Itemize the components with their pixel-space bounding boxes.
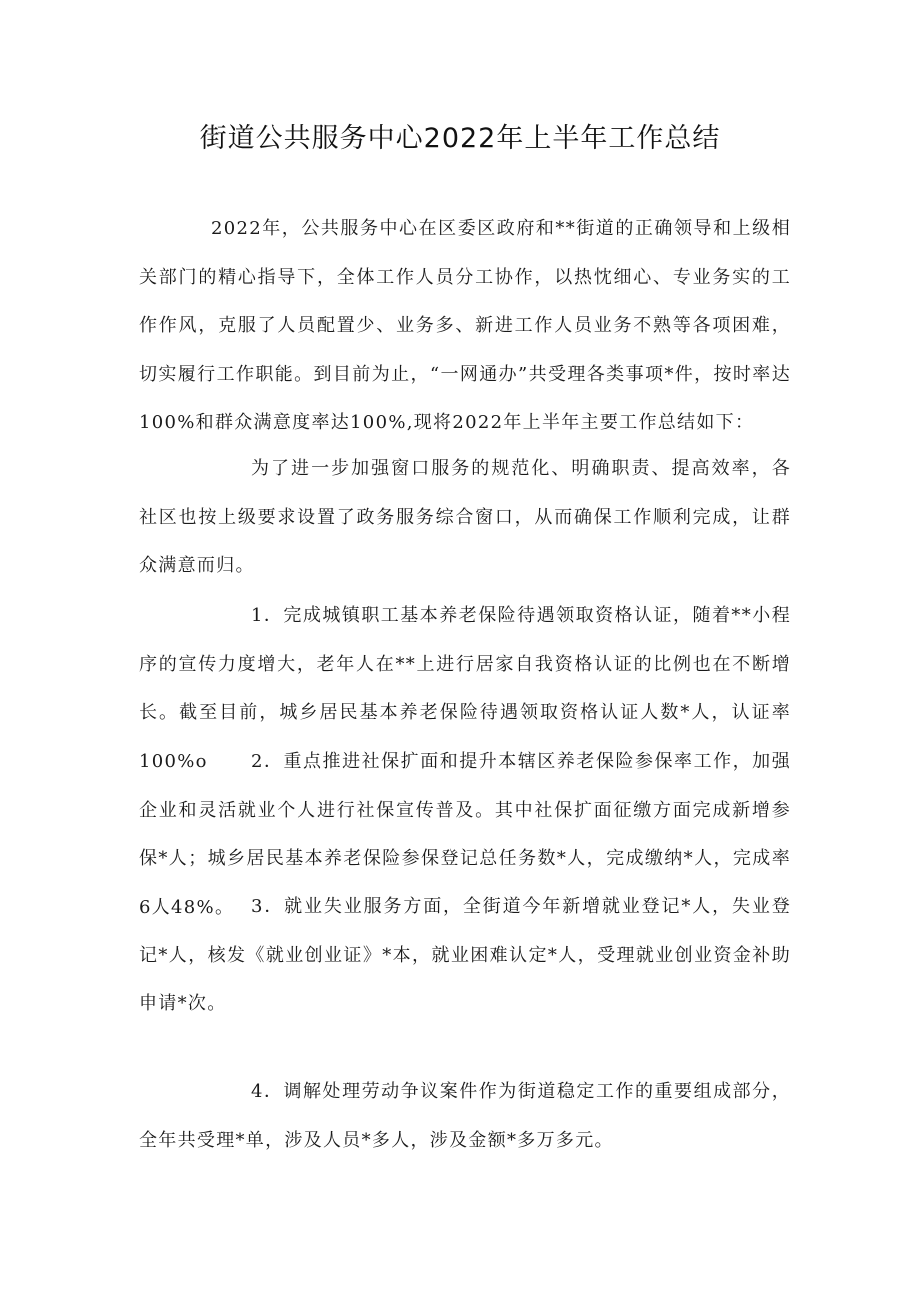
document-title: 街道公共服务中心2022年上半年工作总结 [199, 123, 721, 154]
paragraph-window-service: 为了进一步加强窗口服务的规范化、明确职责、提高效率，各社区也按上级要求设置了政务服务综合窗口，从而确保工作顺利完成，让群众满意而归。 [139, 458, 791, 577]
paragraph-item-2: 2．重点推进社保扩面和提升本辖区养老保险参保率工作，加强企业和灵活就业个人进行社保宣传普及。其中社保扩面征缴方面完成新增参保*人；城乡居民基本养老保险参保登记总任务数*人，完成缴纳*人，完成率6人48%。 [139, 751, 791, 918]
paragraph-item-4: 4．调解处理劳动争议案件作为街道稳定工作的重要组成部分，全年共受理*单，涉及人员*多人，涉及金额*多万多元。 [139, 1081, 791, 1151]
paragraph-item-3: 3．就业失业服务方面，全街道今年新增就业登记*人，失业登记*人，核发《就业创业证》*本，就业困难认定*人，受理就业创业资金补助申请*次。 [139, 896, 791, 1015]
paragraph-item-1: 1．完成城镇职工基本养老保险待遇领取资格认证，随着**小程序的宣传力度增大，老年人在**上进行居家自我资格认证的比例也在不断增长。截至目前，城乡居民基本养老保险待遇领取资格认证人数*人，认证率100%o [139, 605, 791, 772]
paragraph-intro: 2022年，公共服务中心在区委区政府和**街道的正确领导和上级相关部门的精心指导下，全体工作人员分工协作，以热忱细心、专业务实的工作作风，克服了人员配置少、业务多、新进工作人员业务不熟等各项困难，切实履行工作职能。到目前为止，“一网通办”共受理各类事项*件，按时率达100%和群众满意度率达100%,现将2022年上半年主要工作总结如下： [139, 218, 791, 434]
